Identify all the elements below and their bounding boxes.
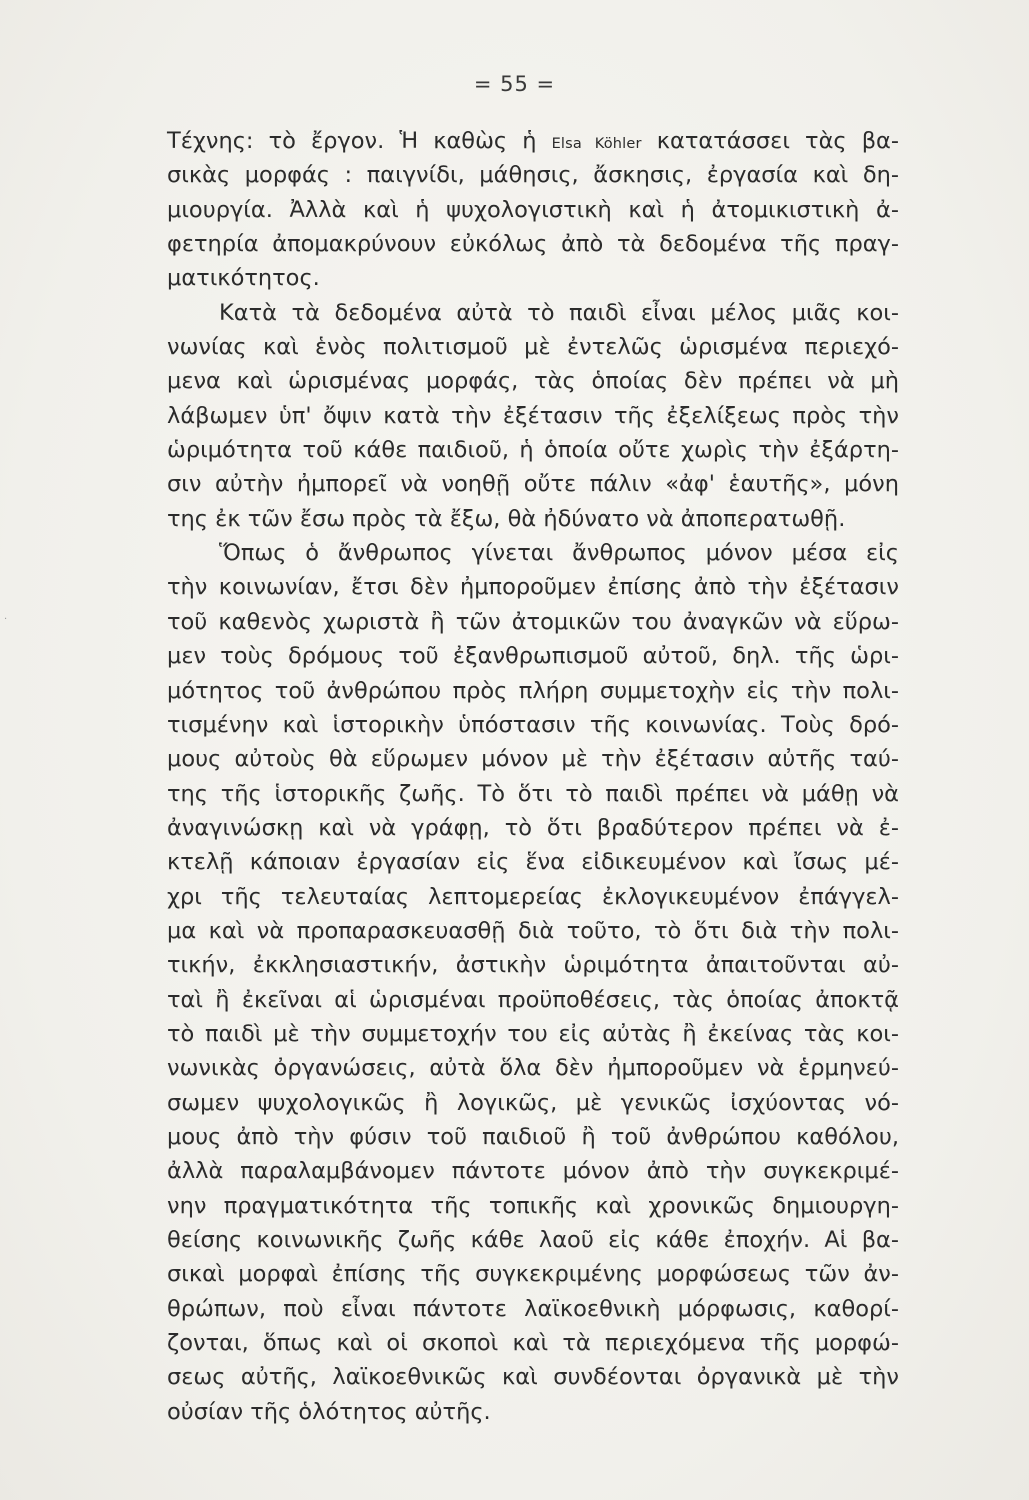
text-line: νην πραγματικότητα τῆς τοπικῆς καὶ χρονικῶς δημιουργη- xyxy=(167,1192,899,1219)
text-line: ἀλλὰ παραλαμβάνομεν πάντοτε μόνον ἀπὸ τὴν συγκεκριμέ- xyxy=(167,1158,899,1185)
text-line: Ὅπως ὁ ἄνθρωπος γίνεται ἄνθρωπος μόνον μέσα εἰς xyxy=(219,540,899,567)
text-line: σιν αὐτὴν ἠμπορεῖ νὰ νοηθῇ οὔτε πάλιν «ἀφ' ἑαυτῆς», μόνη xyxy=(167,471,899,498)
text-line: σωμεν ψυχολογικῶς ἢ λογικῶς, μὲ γενικῶς ἰσχύοντας νό- xyxy=(167,1089,899,1116)
text-line: ζονται, ὅπως καὶ οἱ σκοποὶ καὶ τὰ περιεχόμενα τῆς μορφώ- xyxy=(167,1330,899,1357)
paragraph-1 xyxy=(167,124,899,296)
text-line: τὴν κοινωνίαν, ἔτσι δὲν ἠμποροῦμεν ἐπίσης ἀπὸ τὴν ἐξέτασιν xyxy=(167,574,899,601)
text-line: λάβωμεν ὑπ' ὄψιν κατὰ τὴν ἐξέτασιν τῆς ἐξελίξεως πρὸς τὴν xyxy=(167,402,899,429)
text-line: χρι τῆς τελευταίας λεπτομερείας ἐκλογικευμένον ἐπάγγελ- xyxy=(167,883,899,910)
text-line: μα καὶ νὰ προπαρασκευασθῇ διὰ τοῦτο, τὸ ὅτι διὰ τὴν πολι- xyxy=(167,917,899,944)
text-line: τισμένην καὶ ἱστορικὴν ὑπόστασιν τῆς κοινωνίας. Τοὺς δρό- xyxy=(167,711,899,738)
body-text xyxy=(167,124,899,1429)
text-line: σικὰς μορφάς : παιγνίδι, μάθησις, ἄσκησις, ἐργασία καὶ δη- xyxy=(167,162,899,189)
text-segment: Τέχνης: τὸ ἔργον. Ἡ καθὼς ἡ xyxy=(167,128,552,154)
text-line: κτελῇ κάποιαν ἐργασίαν εἰς ἕνα εἰδικευμένον καὶ ἴσως μέ- xyxy=(167,849,899,876)
text-line: μενα καὶ ὡρισμένας μορφάς, τὰς ὁποίας δὲν πρέπει νὰ μὴ xyxy=(167,368,899,395)
text-line: τοῦ καθενὸς χωριστὰ ἢ τῶν ἀτομικῶν του ἀναγκῶν νὰ εὕρω- xyxy=(167,608,899,635)
text-line: τὸ παιδὶ μὲ τὴν συμμετοχήν του εἰς αὐτὰς ἢ ἐκείνας τὰς κοι- xyxy=(167,1020,899,1047)
text-line: ματικότητος. xyxy=(167,265,320,292)
text-line: ὡριμότητα τοῦ κάθε παιδιοῦ, ἡ ὁποία οὔτε χωρὶς τὴν ἐξάρτη- xyxy=(167,437,899,464)
text-line: θείσης κοινωνικῆς ζωῆς κάθε λαοῦ εἰς κάθε ἐποχήν. Αἱ βα- xyxy=(167,1227,899,1253)
text-line: ἀναγινώσκῃ καὶ νὰ γράφῃ, τὸ ὅτι βραδύτερον πρέπει νὰ ἐ- xyxy=(167,814,899,841)
text-line: φετηρία ἀπομακρύνουν εὐκόλως ἀπὸ τὰ δεδομένα τῆς πραγ- xyxy=(167,231,899,258)
page-number: = 55 = xyxy=(473,72,556,96)
text-line: ταὶ ἢ ἐκεῖναι αἱ ὡρισμέναι προϋποθέσεις, τὰς ὁποίας ἀποκτᾷ xyxy=(167,986,899,1013)
text-line: θρώπων, ποὺ εἶναι πάντοτε λαϊκοεθνικὴ μόρφωσις, καθορί- xyxy=(167,1295,899,1322)
text-line: σικαὶ μορφαὶ ἐπίσης τῆς συγκεκριμένης μορφώσεως τῶν ἀν- xyxy=(167,1261,899,1288)
text-line: νωνίας καὶ ἑνὸς πολιτισμοῦ μὲ ἐντελῶς ὡρισμένα περιεχό- xyxy=(167,334,899,361)
text-line: μους ἀπὸ τὴν φύσιν τοῦ παιδιοῦ ἢ τοῦ ἀνθρώπου καθόλου, xyxy=(167,1123,899,1150)
margin-mark: · xyxy=(4,614,8,625)
text-line: μιουργία. Ἀλλὰ καὶ ἡ ψυχολογιστικὴ καὶ ἡ ἀτομικιστικὴ ἀ- xyxy=(167,196,899,223)
author-name: Elsa Köhler xyxy=(551,136,642,152)
text-line: της τῆς ἱστορικῆς ζωῆς. Τὸ ὅτι τὸ παιδὶ πρέπει νὰ μάθῃ νὰ xyxy=(167,780,899,807)
text-line: νωνικὰς ὀργανώσεις, αὐτὰ ὅλα δὲν ἠμποροῦμεν νὰ ἑρμηνεύ- xyxy=(167,1055,899,1082)
text-line: μους αὐτοὺς θὰ εὕρωμεν μόνον μὲ τὴν ἐξέτασιν αὐτῆς ταύ- xyxy=(167,746,899,773)
text-line: μεν τοὺς δρόμους τοῦ ἐξανθρωπισμοῦ αὐτοῦ, δηλ. τῆς ὡρι- xyxy=(167,643,899,670)
text-line xyxy=(167,124,899,158)
text-line: Κατὰ τὰ δεδομένα αὐτὰ τὸ παιδὶ εἶναι μέλος μιᾶς κοι- xyxy=(219,299,899,326)
text-line: οὐσίαν τῆς ὁλότητος αὐτῆς. xyxy=(167,1398,491,1425)
text-line: σεως αὐτῆς, λαϊκοεθνικῶς καὶ συνδέονται ὀργανικὰ μὲ τὴν xyxy=(167,1364,899,1391)
text-line: της ἐκ τῶν ἔσω πρὸς τὰ ἔξω, θὰ ἠδύνατο νὰ ἀποπερατωθῇ. xyxy=(167,505,846,532)
text-line: μότητος τοῦ ἀνθρώπου πρὸς πλήρη συμμετοχὴν εἰς τὴν πολι- xyxy=(167,677,899,704)
text-line: τικήν, ἐκκλησιαστικήν, ἀστικὴν ὡριμότητα ἀπαιτοῦνται αὐ- xyxy=(167,952,899,979)
text-segment: κατατάσσει τὰς βα- xyxy=(641,128,899,154)
paragraph-2 xyxy=(167,296,899,536)
paragraph-3 xyxy=(167,536,899,1429)
